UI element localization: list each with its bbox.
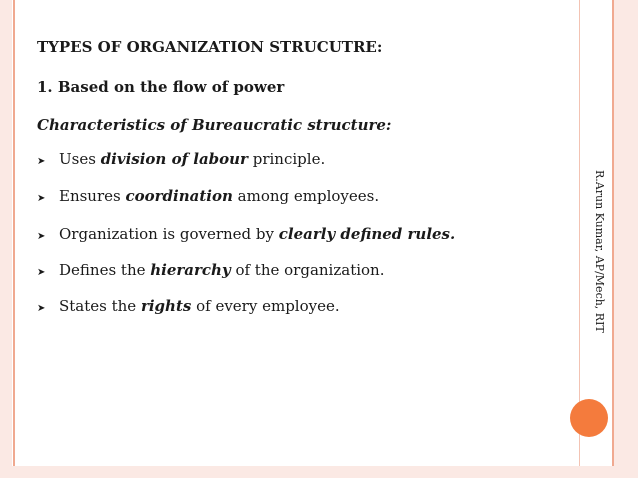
bullet-text: principle.: [247, 150, 326, 168]
bullet-text: Uses: [59, 150, 101, 168]
arrow-bullet-icon: ➤: [37, 193, 46, 204]
bullet-text: of the organization.: [230, 261, 385, 279]
bullet-emphasis: hierarchy: [150, 261, 231, 279]
right-decorative-band: [614, 0, 638, 478]
bullet-text: of every employee.: [191, 297, 340, 315]
bottom-decorative-band: [0, 466, 638, 478]
orange-circle-icon: [570, 399, 608, 437]
bullet-item: [37, 297, 340, 315]
bullet-emphasis: clearly defined rules.: [278, 225, 456, 243]
slide-heading: TYPES OF ORGANIZATION STRUCUTRE:: [37, 38, 383, 56]
bullet-text: Defines the: [59, 261, 151, 279]
bullet-text: Ensures: [59, 187, 126, 205]
bullet-emphasis: rights: [140, 297, 192, 315]
bullet-text: Organization is governed by: [59, 225, 279, 243]
bullet-item: [37, 150, 325, 168]
left-decorative-rule: [13, 0, 15, 478]
arrow-bullet-icon: ➤: [37, 303, 46, 314]
slide-subheading: 1. Based on the flow of power: [37, 78, 285, 96]
bullet-item: [37, 261, 384, 279]
arrow-bullet-icon: ➤: [37, 267, 46, 278]
bullet-item: [37, 225, 455, 243]
bullet-emphasis: coordination: [125, 187, 233, 205]
bullet-text: States the: [59, 297, 141, 315]
side-credit: R.Arun Kumar, AP/Mech, RIT: [593, 170, 606, 333]
left-decorative-band: [0, 0, 12, 478]
arrow-bullet-icon: ➤: [37, 231, 46, 242]
bullet-item: [37, 187, 379, 205]
arrow-bullet-icon: ➤: [37, 156, 46, 167]
bullet-emphasis: division of labour: [100, 150, 248, 168]
characteristics-title: Characteristics of Bureaucratic structure:: [37, 116, 392, 134]
bullet-text: among employees.: [232, 187, 380, 205]
